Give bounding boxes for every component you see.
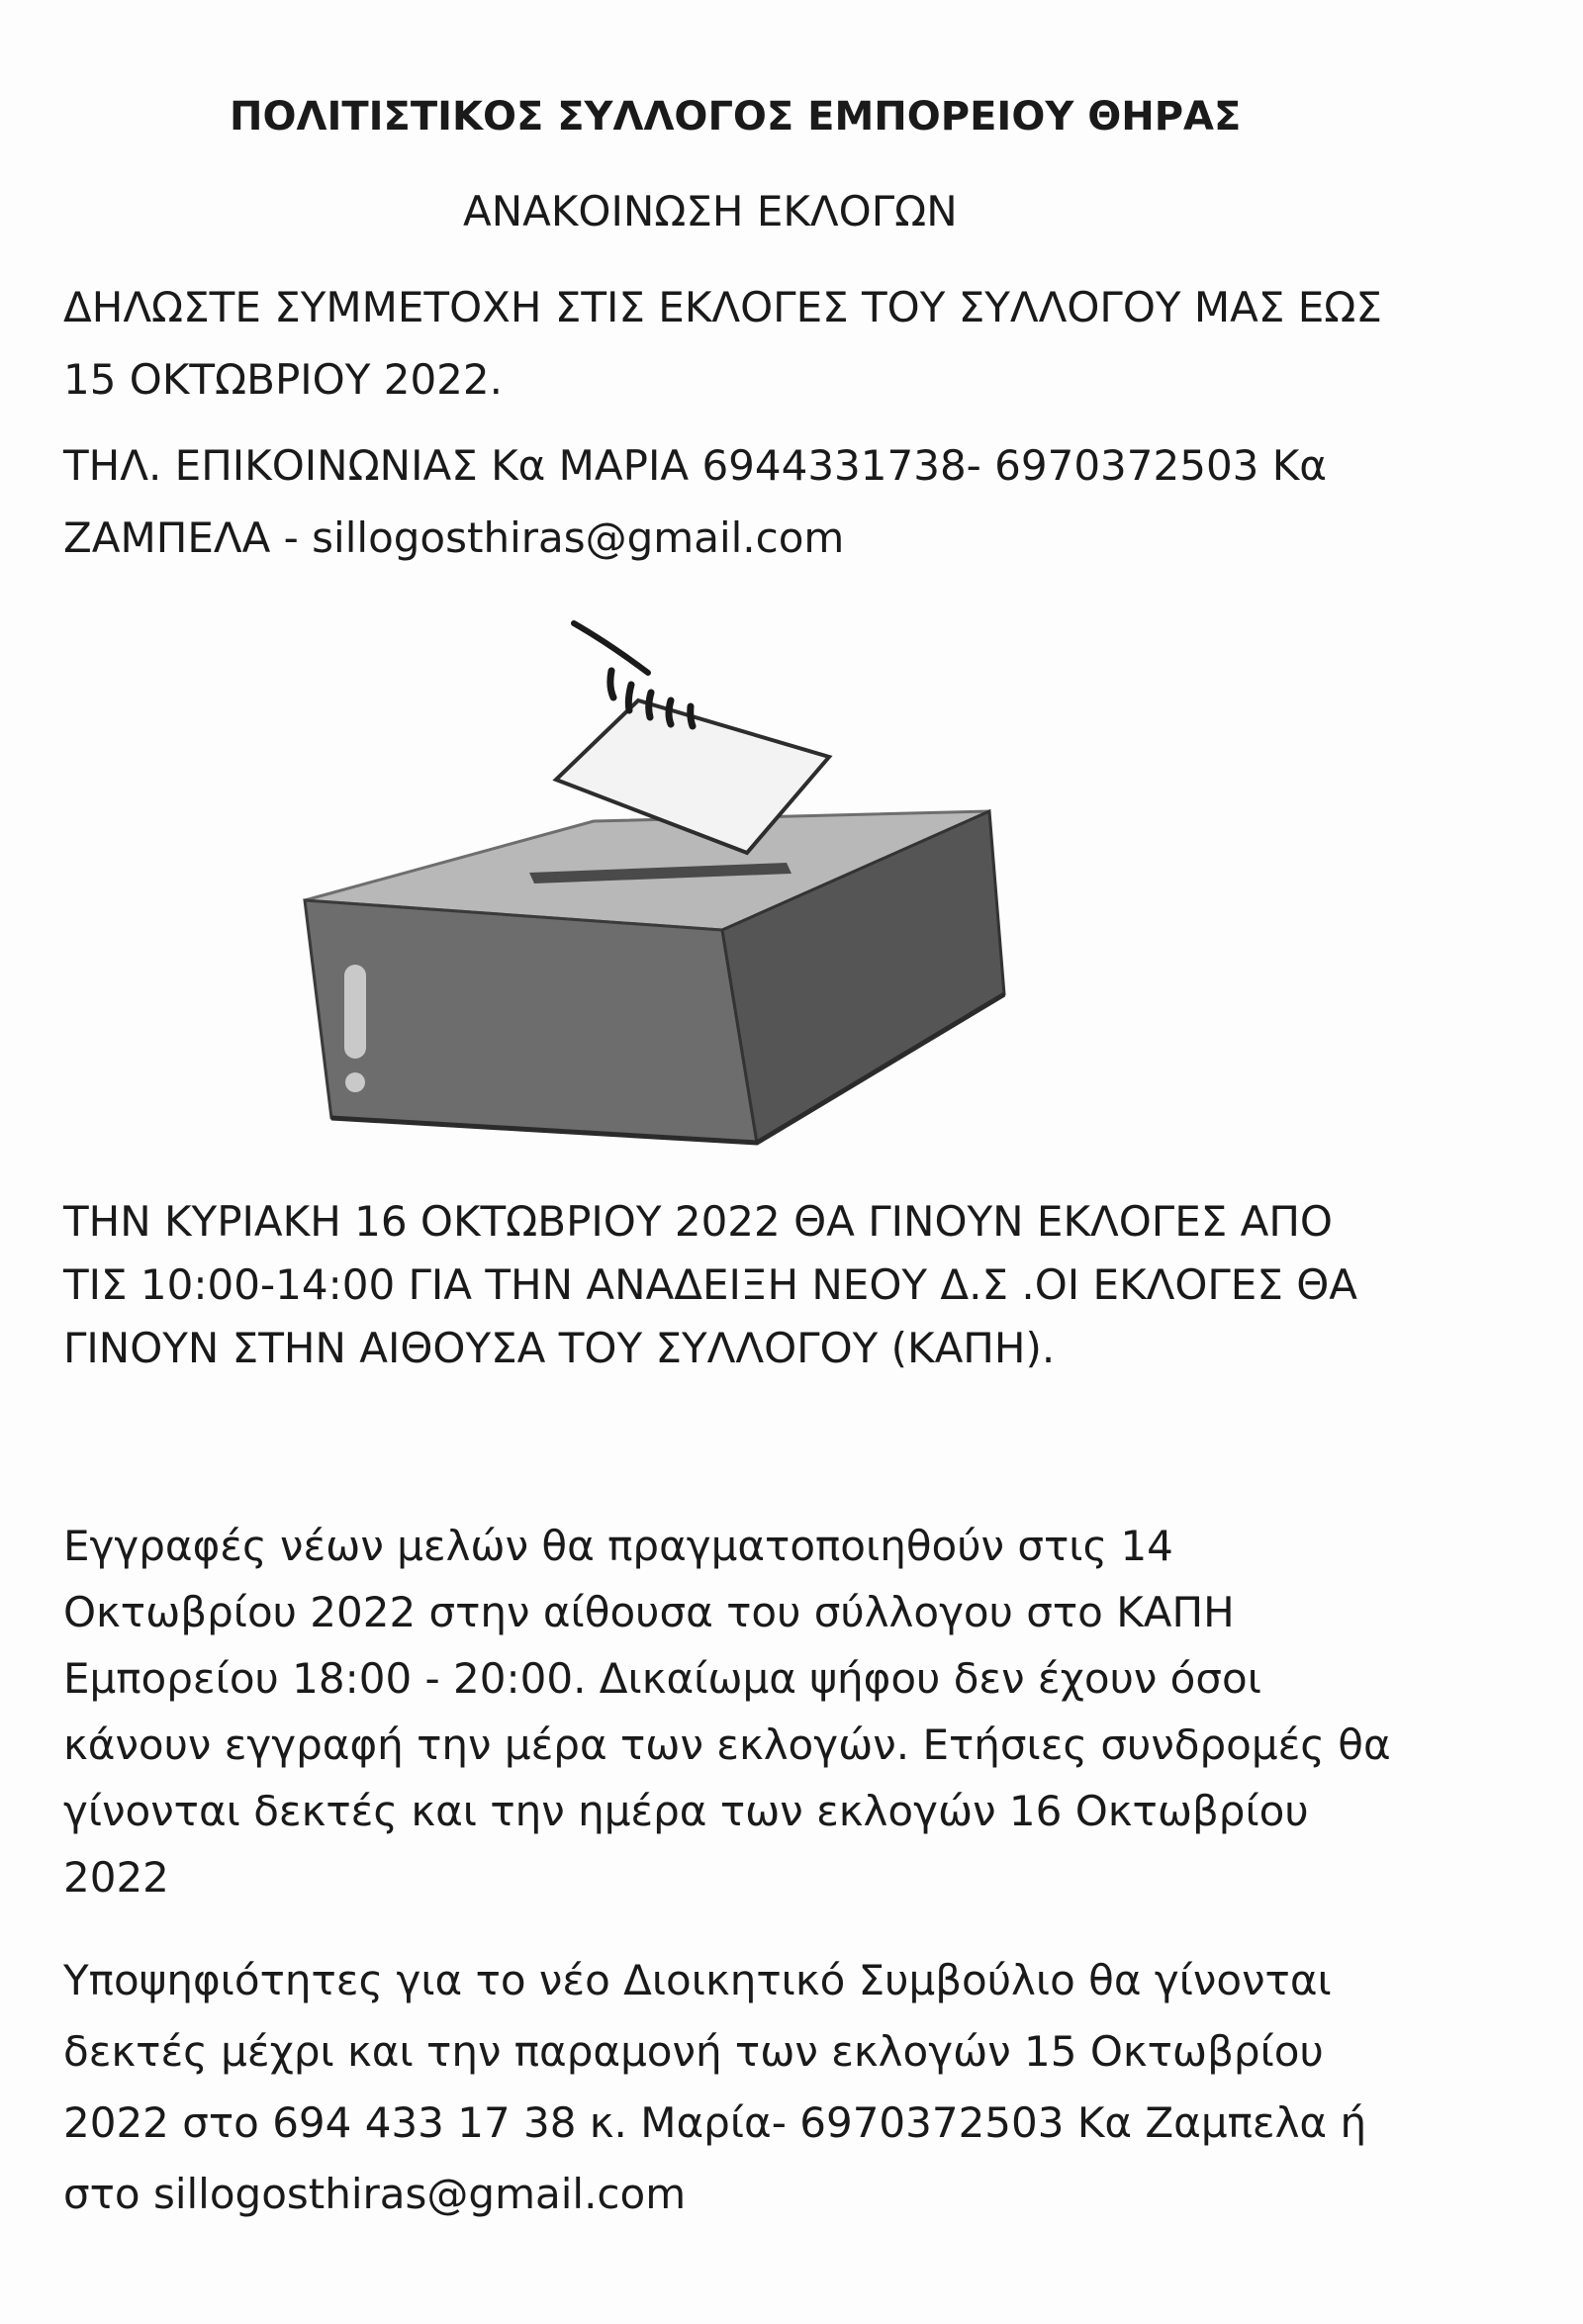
organization-title: ΠΟΛΙΤΙΣΤΙΚΟΣ ΣΥΛΛΟΓΟΣ ΕΜΠΟΡΕΙΟΥ ΘΗΡΑΣ — [230, 94, 1242, 139]
registration-line: Εμπορείου 18:00 - 20:00. Δικαίωμα ψήφου δεν έχουν όσοι — [63, 1654, 1261, 1703]
registration-line: γίνονται δεκτές και την ημέρα των εκλογών 16 Οκτωβρίου — [63, 1787, 1309, 1835]
candidacy-line: στο sillogosthiras@gmail.com — [63, 2170, 687, 2218]
ballot-box-icon — [297, 604, 1009, 1158]
registration-line: Εγγραφές νέων μελών θα πραγματοποιηθούν στις 14 — [63, 1522, 1173, 1570]
candidacy-line: δεκτές μέχρι και την παραμονή των εκλογών 15 Οκτωβρίου — [63, 2027, 1324, 2076]
candidacy-line: Υποψηφιότητες για το νέο Διοικητικό Συμβούλιο θα γίνονται — [63, 1956, 1332, 2004]
registration-line: Οκτωβρίου 2022 στην αίθουσα του σύλλογου στο ΚΑΠΗ — [63, 1588, 1235, 1636]
participation-line: 15 ΟΚΤΩΒΡΙΟΥ 2022. — [63, 355, 503, 404]
election-info-line: ΤΙΣ 10:00-14:00 ΓΙΑ ΤΗΝ ΑΝΑΔΕΙΞΗ ΝΕΟΥ Δ.Σ .ΟΙ ΕΚΛΟΓΕΣ ΘΑ — [63, 1260, 1358, 1309]
registration-line: 2022 — [63, 1853, 169, 1902]
participation-line: ΔΗΛΩΣΤΕ ΣΥΜΜΕΤΟΧΗ ΣΤΙΣ ΕΚΛΟΓΕΣ ΤΟΥ ΣΥΛΛΟΓΟΥ ΜΑΣ ΕΩΣ — [63, 283, 1382, 331]
election-info-line: ΓΙΝΟΥΝ ΣΤΗΝ ΑΙΘΟΥΣΑ ΤΟΥ ΣΥΛΛΟΓΟΥ (ΚΑΠΗ). — [63, 1324, 1056, 1372]
election-info-line: ΤΗΝ ΚΥΡΙΑΚΗ 16 ΟΚΤΩΒΡΙΟΥ 2022 ΘΑ ΓΙΝΟΥΝ ΕΚΛΟΓΕΣ ΑΠΟ — [63, 1197, 1333, 1246]
contact-line: ΖΑΜΠΕΛΑ - sillogosthiras@gmail.com — [63, 513, 845, 562]
registration-line: κάνουν εγγραφή την μέρα των εκλογών. Ετήσιες συνδρομές θα — [63, 1720, 1391, 1769]
contact-line: ΤΗΛ. ΕΠΙΚΟΙΝΩΝΙΑΣ Κα ΜΑΡΙΑ 6944331738- 6970372503 Κα — [63, 441, 1327, 490]
announcement-heading: ΑΝΑΚΟΙΝΩΣΗ ΕΚΛΟΓΩΝ — [463, 187, 958, 235]
candidacy-line: 2022 στο 694 433 17 38 κ. Μαρία- 6970372503 Κα Ζαμπελα ή — [63, 2098, 1367, 2147]
